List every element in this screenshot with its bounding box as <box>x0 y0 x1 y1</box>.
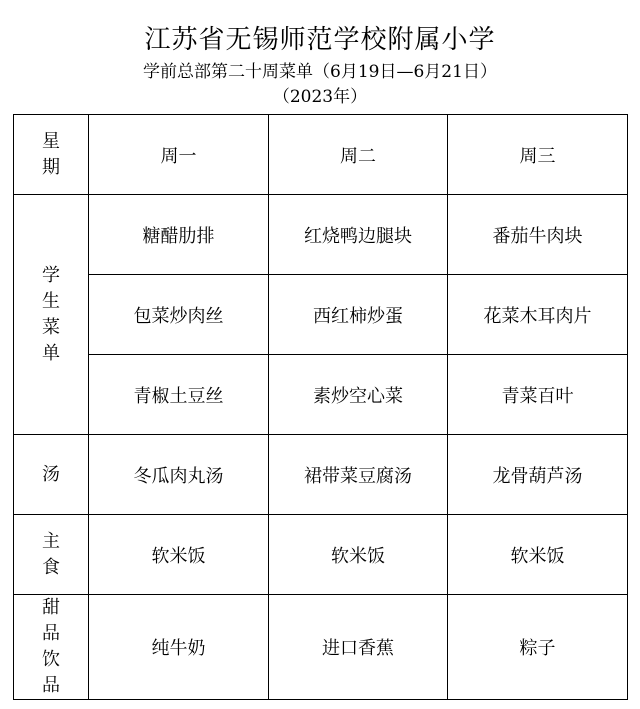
staple-cell: 软米饭 <box>448 515 628 595</box>
dish-cell: 素炒空心菜 <box>269 355 448 435</box>
table-header-row <box>14 115 628 195</box>
soup-cell: 龙骨葫芦汤 <box>448 435 628 515</box>
soup-row <box>14 435 628 515</box>
soup-cell: 冬瓜肉丸汤 <box>89 435 269 515</box>
day-header-wednesday: 周三 <box>448 115 628 195</box>
dessert-label: 甜 品 饮 品 <box>14 595 89 700</box>
dessert-row <box>14 595 628 700</box>
dish-cell: 青椒土豆丝 <box>89 355 269 435</box>
menu-subtitle: 学前总部第二十周菜单（6月19日—6月21日） <box>143 62 497 82</box>
dish-cell: 包菜炒肉丝 <box>89 275 269 355</box>
dessert-cell: 纯牛奶 <box>89 595 269 700</box>
dish-cell: 西红柿炒蛋 <box>269 275 448 355</box>
weekly-menu-table <box>13 114 628 700</box>
dish-cell: 花菜木耳肉片 <box>448 275 628 355</box>
table-row <box>14 355 628 435</box>
student-menu-label: 学 生 菜 单 <box>14 195 89 435</box>
staple-cell: 软米饭 <box>89 515 269 595</box>
dish-cell: 番茄牛肉块 <box>448 195 628 275</box>
dish-cell: 青菜百叶 <box>448 355 628 435</box>
staple-row <box>14 515 628 595</box>
staple-label: 主 食 <box>14 515 89 595</box>
soup-cell: 裙带菜豆腐汤 <box>269 435 448 515</box>
dessert-cell: 进口香蕉 <box>269 595 448 700</box>
menu-year: （2023年） <box>272 87 368 107</box>
soup-label: 汤 <box>14 435 89 515</box>
staple-cell: 软米饭 <box>269 515 448 595</box>
dish-cell: 糖醋肋排 <box>89 195 269 275</box>
dessert-cell: 粽子 <box>448 595 628 700</box>
day-header-tuesday: 周二 <box>269 115 448 195</box>
school-title: 江苏省无锡师范学校附属小学 <box>144 25 496 55</box>
dish-cell: 红烧鸭边腿块 <box>269 195 448 275</box>
table-row <box>14 275 628 355</box>
weekday-corner-cell: 星 期 <box>14 115 89 195</box>
table-row <box>14 195 628 275</box>
day-header-monday: 周一 <box>89 115 269 195</box>
